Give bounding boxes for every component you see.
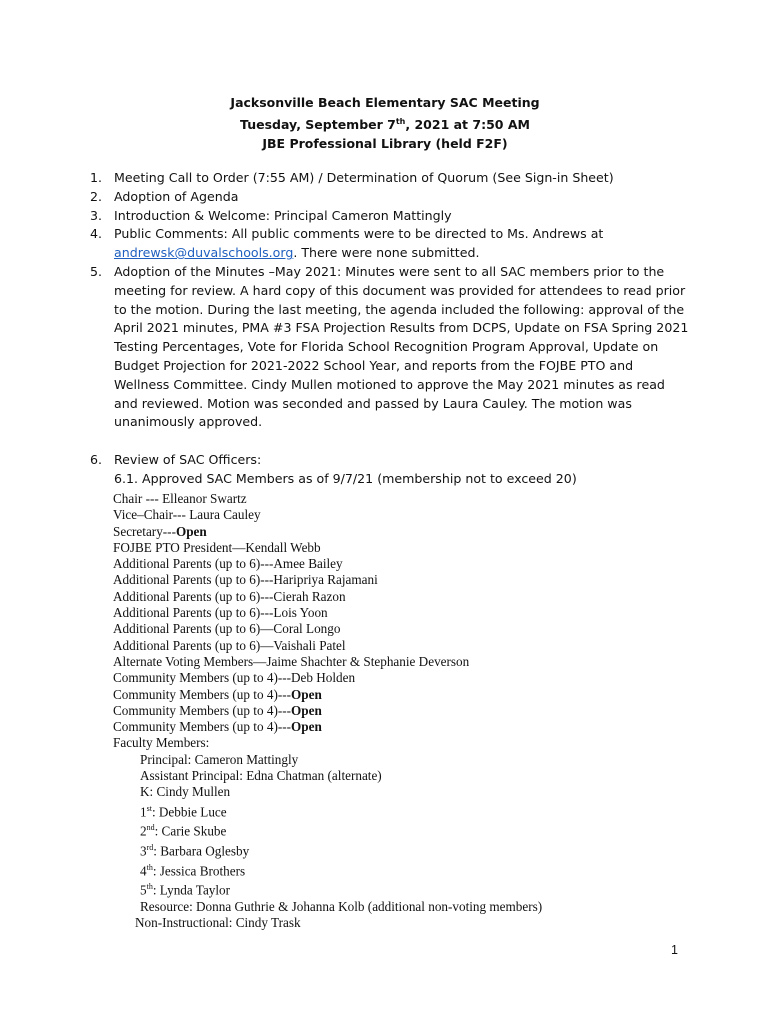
header-location: JBE Professional Library (held F2F)	[262, 136, 508, 152]
member-line: Additional Parents (up to 6)—Coral Longo	[113, 621, 341, 637]
member-line: Community Members (up to 4)---Open	[113, 702, 322, 718]
member-line: Community Members (up to 4)---Open	[113, 719, 322, 735]
header-date: Tuesday, September 7th, 2021 at 7:50 AM	[240, 117, 530, 133]
email-link[interactable]: andrewsk@duvalschools.org	[114, 245, 294, 261]
document-header	[0, 93, 770, 153]
faculty-line: 1st: Debbie Luce	[140, 803, 227, 820]
agenda-item: 1. Meeting Call to Order (7:55 AM) / Determination of Quorum (See Sign-in Sheet)	[90, 170, 614, 185]
sac-members-list	[113, 491, 713, 932]
header-title: Jacksonville Beach Elementary SAC Meeting	[230, 95, 540, 110]
agenda-item: 3. Introduction & Welcome: Principal Cameron Mattingly	[90, 207, 452, 223]
member-line: Community Members (up to 4)---Open	[113, 686, 322, 702]
faculty-line: K: Cindy Mullen	[140, 784, 231, 800]
agenda-subitem: 6.1. Approved SAC Members as of 9/7/21 (membership not to exceed 20)	[114, 470, 577, 486]
faculty-line: Resource: Donna Guthrie & Johanna Kolb (additional non-voting members)	[140, 899, 543, 915]
member-line: Community Members (up to 4)---Deb Holden	[113, 670, 356, 686]
member-line: Additional Parents (up to 6)---Cierah Razon	[113, 588, 346, 604]
faculty-line: Assistant Principal: Edna Chatman (alternate)	[140, 768, 382, 784]
faculty-line: Non-Instructional: Cindy Trask	[135, 915, 301, 931]
agenda-item: 6. Review of SAC Officers:	[90, 452, 262, 468]
agenda-item: 4. Public Comments: All public comments were to be directed to Ms. Andrews at andrewsk@duvalschools.org. There were none submitted.	[90, 226, 604, 261]
member-line: Additional Parents (up to 6)---Haripriya Rajamani	[113, 572, 378, 588]
faculty-line: 5th: Lynda Taylor	[140, 882, 231, 898]
agenda-item: 5. Adoption of the Minutes –May 2021: Minutes were sent to all SAC members prior to the meeting for review. A hard copy of this document was provided for attendees to read prior to the motion. During the last meeting, the agenda included the following: approval of the April 2021 minutes, PMA #3 FSA Projection Results from DCPS, Update on FSA Spring 2021 Testing Percentages, Vote for Florida School Recognition Program Approval, Update on Budget Projection for 2021-2022 School Year, and reports from the FOJBE PTO and Wellness Committee. Cindy Mullen motioned to approve the May 2021 minutes as read and reviewed. Motion was seconded and passed by Laura Cauley. The motion was unanimously approved.	[90, 263, 689, 430]
member-line: Vice–Chair--- Laura Cauley	[113, 507, 261, 523]
faculty-line: 4th: Jessica Brothers	[140, 862, 246, 879]
member-line: Alternate Voting Members—Jaime Shachter & Stephanie Deverson	[113, 653, 470, 669]
agenda-item: 2. Adoption of Agenda	[90, 188, 239, 204]
member-line: Additional Parents (up to 6)---Lois Yoon	[113, 605, 328, 621]
member-line: Secretary---Open	[113, 523, 207, 539]
member-line: FOJBE PTO President—Kendall Webb	[113, 539, 321, 555]
agenda-list	[90, 169, 690, 489]
faculty-line: 3rd: Barbara Oglesby	[140, 843, 250, 859]
member-line: Additional Parents (up to 6)---Amee Bailey	[113, 556, 343, 572]
faculty-line: Principal: Cameron Mattingly	[140, 751, 299, 767]
faculty-line: 2nd: Carie Skube	[140, 823, 227, 839]
member-line: Additional Parents (up to 6)—Vaishali Patel	[113, 637, 346, 653]
member-line: Faculty Members:	[113, 735, 210, 751]
page-number: 1	[671, 943, 678, 957]
member-line: Chair --- Elleanor Swartz	[113, 491, 247, 506]
